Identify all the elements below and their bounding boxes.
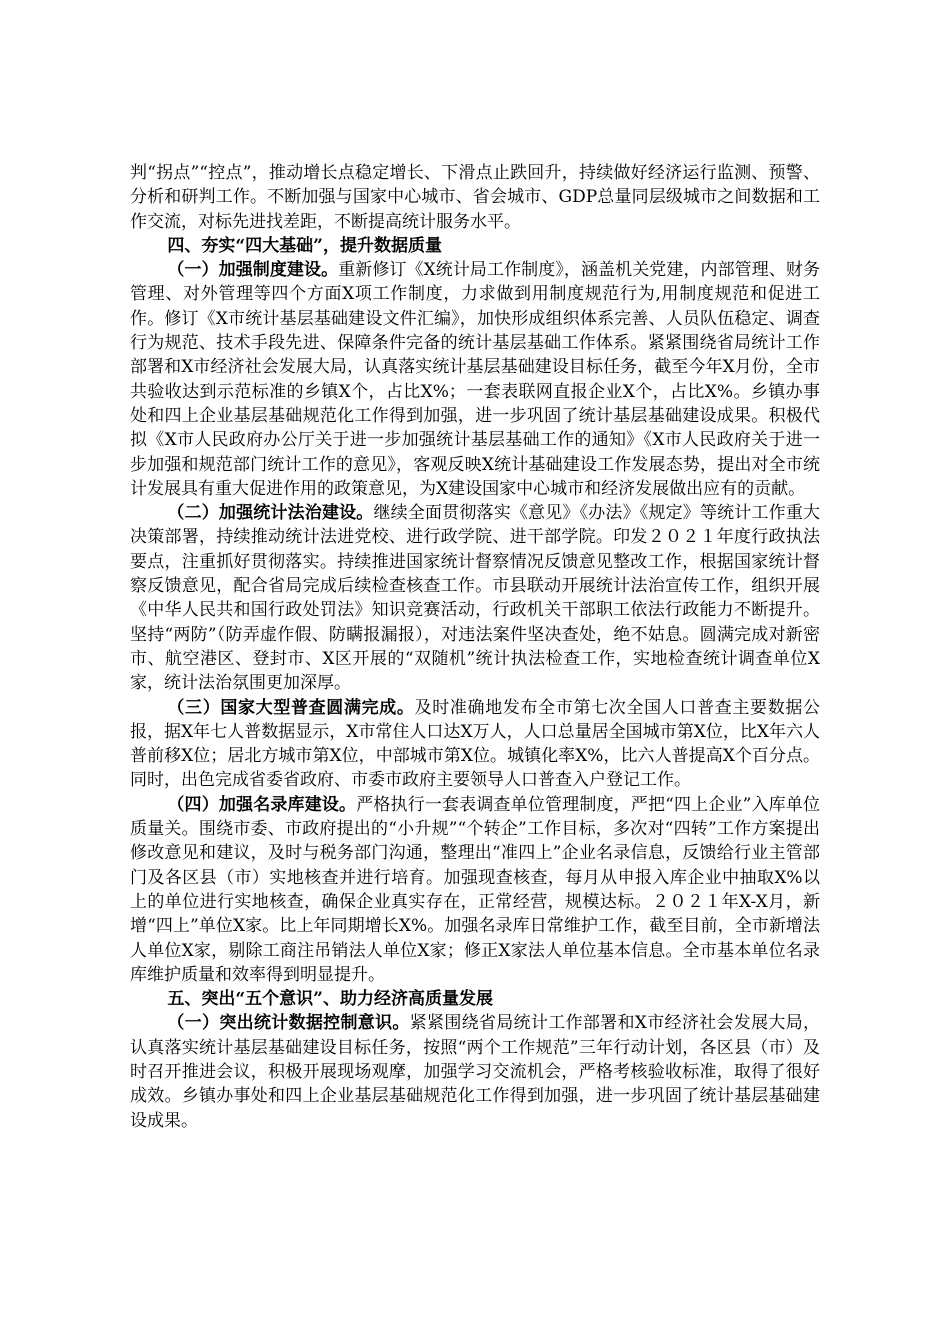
paragraph-lead: （三）国家大型普查圆满完成。	[167, 697, 415, 718]
paragraph-body: 紧紧围绕省局统计工作部署和X市经济社会发展大局，认真落实统计基层基础建设目标任务，按照“两个工作规范”三年行动计划，各区县（市）及时召开推进会议，积极开展现场观摩，加强学习交流机会，严格考核验收标准，取得了很好成效。乡镇办事处和四上企业基层基础规范化工作得到加强，进一步巩固了统计基层基础建设成果。	[130, 1013, 821, 1131]
paragraph-body: 继续全面贯彻落实《意见》《办法》《规定》等统计工作重大决策部署，持续推动统计法进党校、进行政学院、进干部学院。印发２０２１年度行政执法要点，注重抓好贯彻落实。持续推进国家统计督察情况反馈意见整改工作，根据国家统计督察反馈意见，配合省局完成后续检查核查工作。市县联动开展统计法治宣传工作，组织开展《中华人民共和国行政处罚法》知识竞赛活动，行政机关干部职工依法行政能力不断提升。坚持“两防”（防弄虚作假、防瞒报漏报），对违法案件坚决查处，绝不姑息。圆满完成对新密市、航空港区、登封市、X区开展的“双随机”统计执法检查工作，实地检查统计调查单位X家，统计法治氛围更加深厚。	[130, 503, 821, 694]
paragraph-body: 及时准确地发布全市第七次全国人口普查主要数据公报，据X年七人普数据显示，X市常住人口达X万人，人口总量居全国城市第X位，比X年六人普前移X位；居北方城市第X位，中部城市第X位。城镇化率X%，比六人普提高X个百分点。同时，出色完成省委省政府、市委市政府主要领导人口普查入户登记工作。	[130, 697, 821, 791]
paragraph-census	[130, 696, 820, 793]
paragraph-lead: （四）加强名录库建设。	[167, 794, 357, 815]
paragraph-rule-of-law	[130, 501, 820, 695]
paragraph-data-control	[130, 1011, 820, 1132]
paragraph-body: 重新修订《X统计局工作制度》，涵盖机关党建，内部管理、财务管理、对外管理等四个方面X项工作制度，力求做到用制度规范行为,用制度规范和促进工作。修订《X市统计基层基础建设文件汇编》，加快形成组织体系完善、人员队伍稳定、调查行为规范、技术手段先进、保障条件完备的统计基层基础工作体系。紧紧围绕省局统计工作部署和X市经济社会发展大局，认真落实统计基层基础建设目标任务，截至今年X月份，全市共验收达到示范标准的乡镇X个，占比X%；一套表联网直报企业X个，占比X%。乡镇办事处和四上企业基层基础规范化工作得到加强，进一步巩固了统计基层基础建设成果。积极代拟《X市人民政府办公厅关于进一步加强统计基层基础工作的通知》《X市人民政府关于进一步加强和规范部门统计工作的意见》，客观反映X统计基础建设工作发展态势，提出对全市统计发展具有重大促进作用的政策意见，为X建设国家中心城市和经济发展做出应有的贡献。	[130, 260, 820, 499]
document-page	[130, 161, 820, 1133]
section-heading-four: 四、夯实“四大基础”，提升数据质量	[167, 235, 442, 256]
paragraph-lead: （一）加强制度建设。	[167, 260, 339, 281]
paragraph-lead: （二）加强统计法治建设。	[167, 503, 374, 524]
section-heading-five: 五、突出“五个意识”、助力经济高质量发展	[167, 989, 493, 1010]
paragraph-continued: 判“拐点”“控点”，推动增长点稳定增长、下滑点止跌回升，持续做好经济运行监测、预警、分析和研判工作。不断加强与国家中心城市、省会城市、GDP总量同层级城市之间数据和工作交流，对标先进找差距，不断提高统计服务水平。	[130, 163, 820, 232]
paragraph-lead: （一）突出统计数据控制意识。	[167, 1013, 410, 1034]
paragraph-institution-building	[130, 258, 820, 501]
paragraph-body: 严格执行一套表调查单位管理制度，严把“四上企业”入库单位质量关。围绕市委、市政府提出的“小升规”“个转企”工作目标，多次对“四转”工作方案提出修改意见和建议，及时与税务部门沟通，整理出“准四上”企业名录信息，反馈给行业主管部门及各区县（市）实地核查并进行培育。加强现查核查，每月从申报入库企业中抽取X%以上的单位进行实地核查，确保企业真实存在，正常经营，规模达标。２０２１年X-X月，新增“四上”单位X家。比上年同期增长X%。加强名录库日常维护工作，截至目前，全市新增法人单位X家，剔除工商注吊销法人单位X家；修正X家法人单位基本信息。全市基本单位名录库维护质量和效率得到明显提升。	[130, 794, 821, 985]
paragraph-directory	[130, 793, 820, 987]
